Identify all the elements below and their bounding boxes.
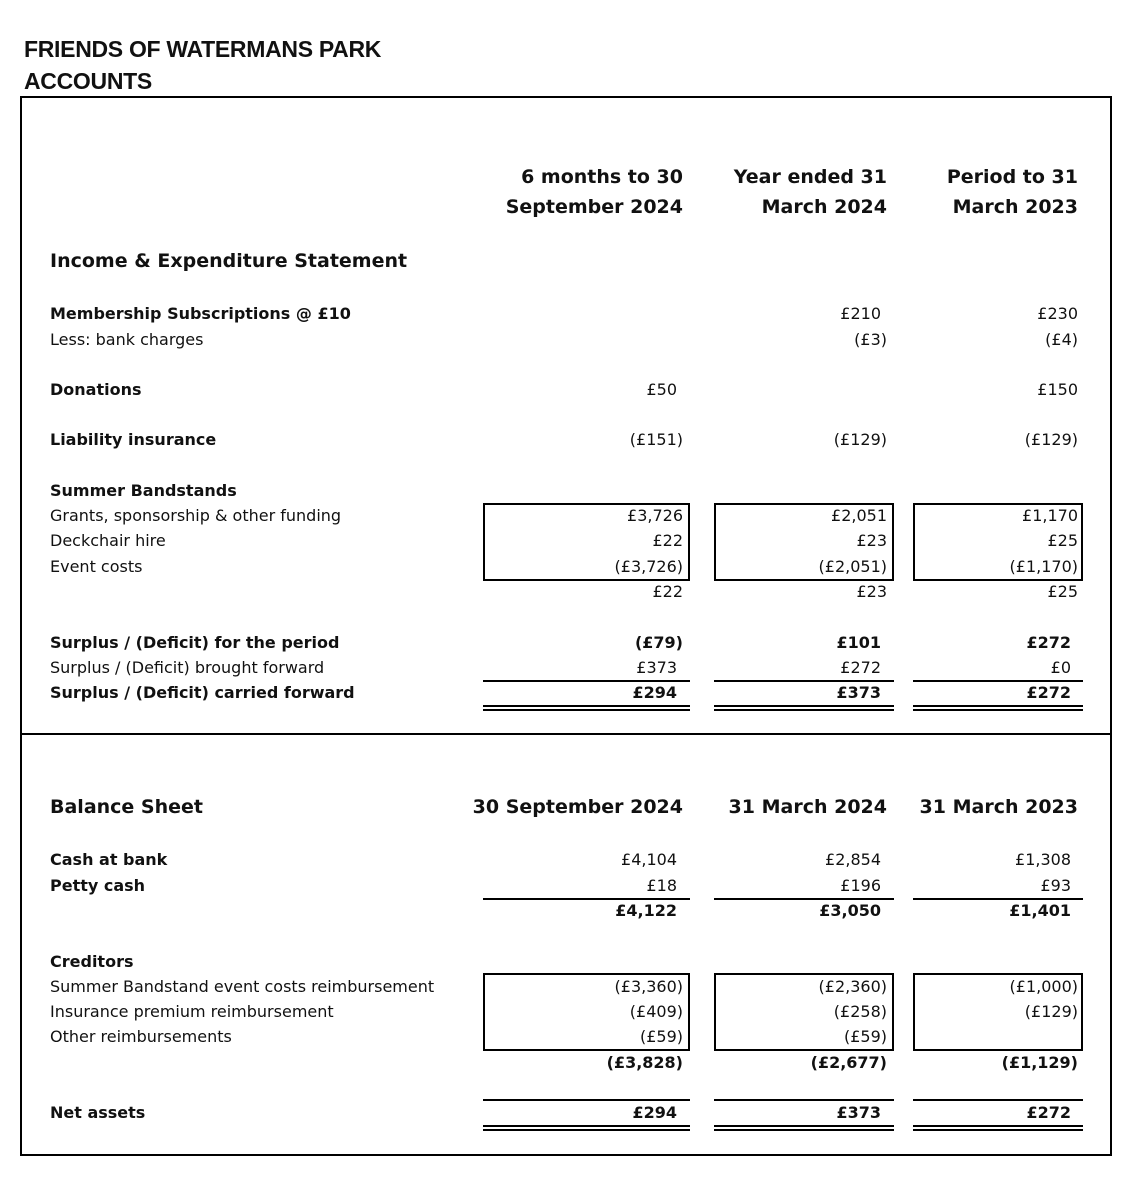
rule-net-double-3b [913, 1129, 1083, 1131]
bandstand-reimb-value-1: (£3,360) [614, 977, 683, 996]
cash-at-bank-value-3: £1,308 [1015, 850, 1071, 869]
petty-cash-label: Petty cash [50, 876, 146, 895]
insurance-reimb-value-1: (£409) [629, 1002, 683, 1021]
document-title: FRIENDS OF WATERMANS PARK [24, 36, 382, 62]
income-statement-heading: Income & Expenditure Statement [50, 250, 408, 272]
rule-cash-2 [714, 898, 894, 900]
section-divider [20, 733, 1112, 735]
deckchair-value-3: £25 [1047, 531, 1078, 550]
bank-charges-value-3: (£4) [1045, 330, 1078, 349]
rule-cash-1 [483, 898, 690, 900]
rule-net-top-1 [483, 1099, 690, 1101]
surplus-cf-value-2: £373 [836, 683, 881, 702]
bandstand-reimb-label: Summer Bandstand event costs reimbursement [50, 977, 435, 996]
donations-value-1: £50 [646, 380, 677, 399]
membership-value-3: £230 [1037, 304, 1078, 323]
rule-cf-double-1b [483, 709, 690, 711]
petty-cash-value-2: £196 [840, 876, 881, 895]
net-assets-value-3: £272 [1026, 1103, 1071, 1122]
column-header-2-line1: Year ended 31 [733, 166, 887, 188]
cash-at-bank-value-2: £2,854 [825, 850, 881, 869]
insurance-reimb-label: Insurance premium reimbursement [50, 1002, 334, 1021]
surplus-bf-value-3: £0 [1050, 658, 1071, 677]
column-header-3 [947, 162, 1078, 222]
event-costs-value-3: (£1,170) [1009, 557, 1078, 576]
net-assets-value-2: £373 [836, 1103, 881, 1122]
net-assets-label: Net assets [50, 1103, 146, 1122]
column-header-3-line2: March 2023 [952, 196, 1078, 218]
bandstands-heading: Summer Bandstands [50, 481, 237, 500]
rule-cf-top-1 [483, 680, 690, 682]
column-header-1-line2: September 2024 [505, 196, 683, 218]
bandstand-subtotal-3: £25 [1047, 582, 1078, 601]
rule-net-double-3a [913, 1125, 1083, 1127]
cash-total-1: £4,122 [615, 901, 677, 920]
creditors-heading: Creditors [50, 952, 134, 971]
rule-net-double-2b [714, 1129, 894, 1131]
rule-cf-top-3 [913, 680, 1083, 682]
membership-value-2: £210 [840, 304, 881, 323]
event-costs-label: Event costs [50, 557, 143, 576]
deckchair-value-1: £22 [652, 531, 683, 550]
liability-insurance-value-1: (£151) [629, 430, 683, 449]
grants-value-1: £3,726 [627, 506, 683, 525]
cash-at-bank-value-1: £4,104 [621, 850, 677, 869]
balance-date-2: 31 March 2024 [728, 796, 887, 818]
rule-cf-double-3b [913, 709, 1083, 711]
petty-cash-value-1: £18 [646, 876, 677, 895]
balance-date-3: 31 March 2023 [919, 796, 1078, 818]
surplus-bf-value-2: £272 [840, 658, 881, 677]
deckchair-value-2: £23 [856, 531, 887, 550]
column-header-2 [734, 162, 887, 222]
column-header-2-line2: March 2024 [761, 196, 887, 218]
surplus-bf-label: Surplus / (Deficit) brought forward [50, 658, 325, 677]
surplus-period-value-2: £101 [836, 633, 881, 652]
bandstand-reimb-value-3: (£1,000) [1009, 977, 1078, 996]
surplus-cf-value-1: £294 [632, 683, 677, 702]
rule-net-double-1b [483, 1129, 690, 1131]
rule-cf-double-3a [913, 705, 1083, 707]
petty-cash-value-3: £93 [1040, 876, 1071, 895]
cash-total-3: £1,401 [1009, 901, 1071, 920]
rule-net-double-2a [714, 1125, 894, 1127]
cash-total-2: £3,050 [819, 901, 881, 920]
grants-label: Grants, sponsorship & other funding [50, 506, 342, 525]
document-subtitle: ACCOUNTS [24, 68, 152, 94]
liability-insurance-label: Liability insurance [50, 430, 217, 449]
column-header-1 [506, 162, 683, 222]
surplus-period-value-3: £272 [1026, 633, 1071, 652]
bandstand-subtotal-2: £23 [856, 582, 887, 601]
grants-value-3: £1,170 [1022, 506, 1078, 525]
surplus-cf-label: Surplus / (Deficit) carried forward [50, 683, 355, 702]
bandstand-reimb-value-2: (£2,360) [818, 977, 887, 996]
bank-charges-value-2: (£3) [854, 330, 887, 349]
creditors-total-1: (£3,828) [606, 1053, 683, 1072]
rule-net-top-3 [913, 1099, 1083, 1101]
creditors-total-2: (£2,677) [810, 1053, 887, 1072]
bandstand-subtotal-1: £22 [652, 582, 683, 601]
balance-sheet-heading: Balance Sheet [50, 796, 203, 818]
insurance-reimb-value-3: (£129) [1024, 1002, 1078, 1021]
column-header-1-line1: 6 months to 30 [521, 166, 683, 188]
insurance-reimb-value-2: (£258) [833, 1002, 887, 1021]
event-costs-value-2: (£2,051) [818, 557, 887, 576]
cash-at-bank-label: Cash at bank [50, 850, 168, 869]
surplus-cf-value-3: £272 [1026, 683, 1071, 702]
balance-date-1: 30 September 2024 [472, 796, 683, 818]
other-reimb-value-1: (£59) [639, 1027, 683, 1046]
rule-cf-top-2 [714, 680, 894, 682]
grants-value-2: £2,051 [831, 506, 887, 525]
deckchair-label: Deckchair hire [50, 531, 166, 550]
other-reimb-label: Other reimbursements [50, 1027, 232, 1046]
creditors-total-3: (£1,129) [1001, 1053, 1078, 1072]
membership-label: Membership Subscriptions @ £10 [50, 304, 351, 323]
rule-net-top-2 [714, 1099, 894, 1101]
surplus-period-value-1: (£79) [634, 633, 683, 652]
donations-value-3: £150 [1037, 380, 1078, 399]
bank-charges-label: Less: bank charges [50, 330, 204, 349]
column-header-3-line1: Period to 31 [946, 166, 1078, 188]
rule-cf-double-2b [714, 709, 894, 711]
donations-label: Donations [50, 380, 142, 399]
liability-insurance-value-2: (£129) [833, 430, 887, 449]
event-costs-value-1: (£3,726) [614, 557, 683, 576]
surplus-bf-value-1: £373 [636, 658, 677, 677]
rule-cf-double-1a [483, 705, 690, 707]
other-reimb-value-2: (£59) [843, 1027, 887, 1046]
net-assets-value-1: £294 [632, 1103, 677, 1122]
surplus-period-label: Surplus / (Deficit) for the period [50, 633, 340, 652]
rule-cf-double-2a [714, 705, 894, 707]
rule-cash-3 [913, 898, 1083, 900]
rule-net-double-1a [483, 1125, 690, 1127]
liability-insurance-value-3: (£129) [1024, 430, 1078, 449]
